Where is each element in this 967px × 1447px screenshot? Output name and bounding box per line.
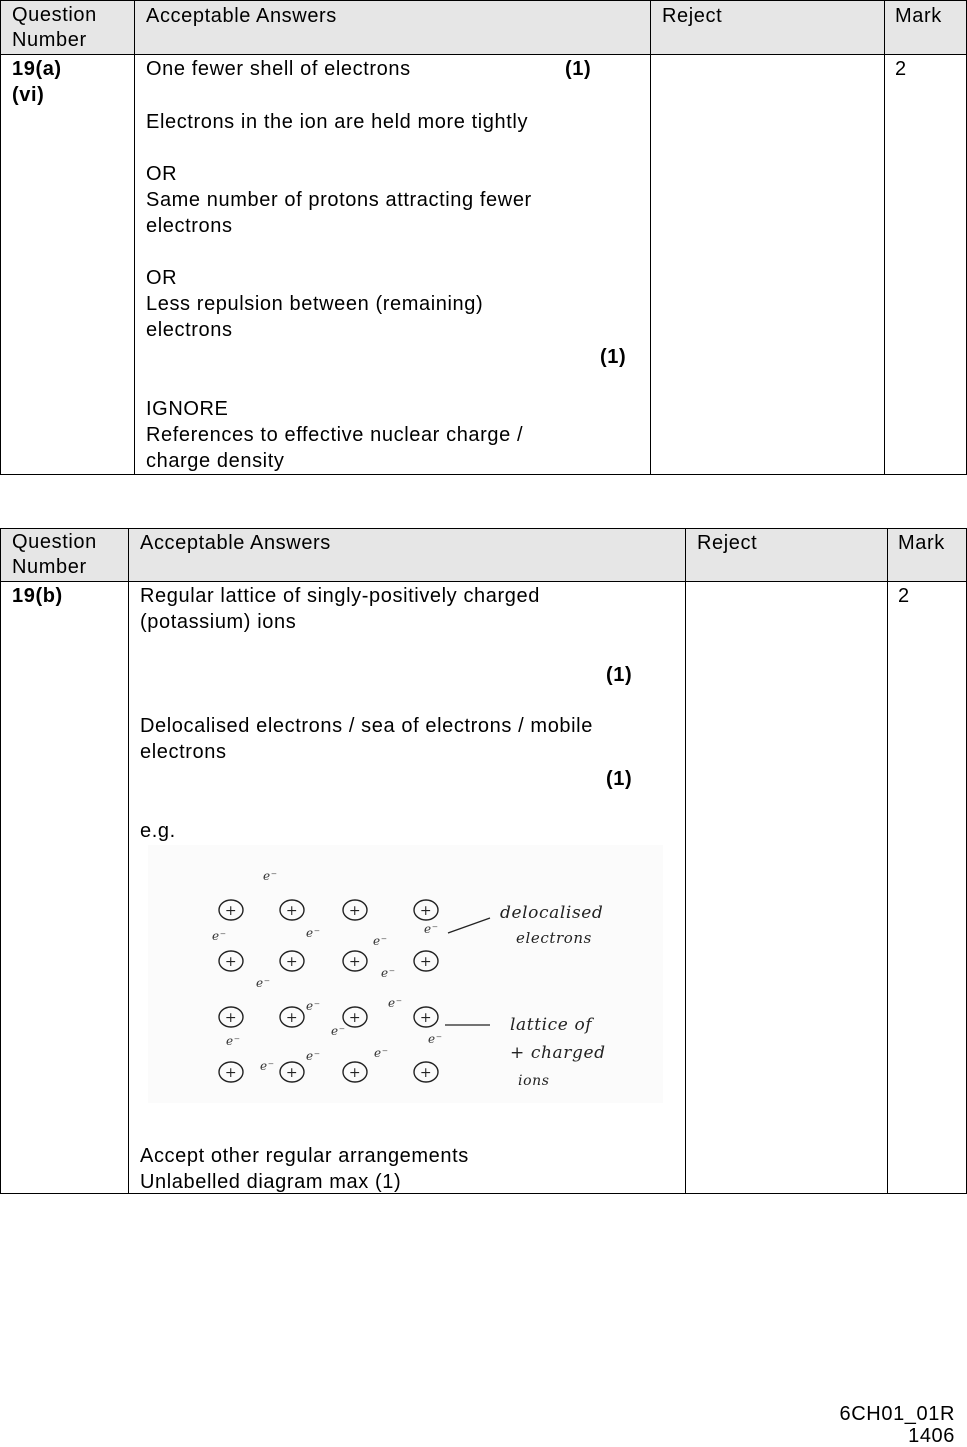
- divider: [128, 528, 129, 1194]
- electron: e⁻: [331, 1024, 346, 1038]
- mark-allocation: (1): [606, 768, 633, 790]
- answer-line: One fewer shell of electrons: [146, 58, 411, 80]
- electron: e⁻: [374, 1046, 389, 1060]
- electron: e⁻: [263, 869, 278, 883]
- divider: [134, 0, 135, 475]
- ion-charge-symbol: +: [224, 1010, 238, 1026]
- ion-charge-symbol: +: [285, 1065, 299, 1081]
- header-reject: Reject: [697, 532, 758, 554]
- ion-charge-symbol: +: [285, 1010, 299, 1026]
- electron: e⁻: [226, 1034, 241, 1048]
- or-label: OR: [146, 267, 178, 289]
- header-acceptable-answers: Acceptable Answers: [146, 5, 337, 27]
- paper-code: 6CH01_01R: [839, 1403, 955, 1425]
- electron: e⁻: [306, 1049, 321, 1063]
- ion-charge-symbol: +: [419, 1065, 433, 1081]
- ion-charge-symbol: +: [419, 903, 433, 919]
- header-reject: Reject: [662, 5, 723, 27]
- electron: e⁻: [212, 929, 227, 943]
- label-charged: + charged: [510, 1043, 606, 1063]
- mark-allocation: (1): [606, 664, 633, 686]
- answer-line: Unlabelled diagram max (1): [140, 1171, 402, 1193]
- header-acceptable-answers: Acceptable Answers: [140, 532, 331, 554]
- answer-line: Regular lattice of singly-positively charged: [140, 585, 540, 607]
- header-question-number: Question Number: [12, 531, 97, 578]
- label-lattice-of: lattice of: [510, 1015, 593, 1035]
- divider: [685, 528, 686, 1194]
- answer-line: electrons: [146, 319, 233, 341]
- question-subpart: (vi): [12, 84, 45, 106]
- electron: e⁻: [381, 966, 396, 980]
- divider: [650, 0, 651, 475]
- answer-line: Accept other regular arrangements: [140, 1145, 469, 1167]
- question-number: 19(b): [12, 585, 63, 607]
- question-number: 19(a): [12, 58, 62, 80]
- mark-value: 2: [895, 58, 907, 80]
- electron: e⁻: [373, 934, 388, 948]
- or-label: OR: [146, 163, 178, 185]
- electron: e⁻: [388, 996, 403, 1010]
- answer-line: electrons: [146, 215, 233, 237]
- divider: [0, 581, 967, 582]
- header-mark: Mark: [898, 532, 945, 554]
- answer-line: (potassium) ions: [140, 611, 297, 633]
- ion-charge-symbol: +: [348, 903, 362, 919]
- ion-charge-symbol: +: [348, 954, 362, 970]
- label-delocalised: delocalised: [500, 903, 604, 923]
- answer-line: Electrons in the ion are held more tightly: [146, 111, 529, 133]
- ion-charge-symbol: +: [419, 954, 433, 970]
- electron: e⁻: [428, 1032, 443, 1046]
- ion-charge-symbol: +: [419, 1010, 433, 1026]
- ion-charge-symbol: +: [348, 1065, 362, 1081]
- label-ions: ions: [518, 1073, 550, 1089]
- mark-value: 2: [898, 585, 910, 607]
- electron: e⁻: [306, 926, 321, 940]
- mark-allocation: (1): [565, 58, 592, 80]
- answer-line: Delocalised electrons / sea of electrons / mobile: [140, 715, 593, 737]
- electron: e⁻: [260, 1059, 275, 1073]
- divider: [887, 528, 888, 1194]
- ignore-label: IGNORE: [146, 398, 229, 420]
- header-mark: Mark: [895, 5, 942, 27]
- answer-line: Less repulsion between (remaining): [146, 293, 484, 315]
- mark-allocation: (1): [600, 346, 627, 368]
- label-electrons: electrons: [516, 929, 592, 947]
- divider: [0, 54, 967, 55]
- electron: e⁻: [256, 976, 271, 990]
- ion-charge-symbol: +: [224, 1065, 238, 1081]
- page-number: 1406: [908, 1425, 955, 1447]
- ion-charge-symbol: +: [285, 903, 299, 919]
- electron: e⁻: [424, 922, 439, 936]
- ion-charge-symbol: +: [224, 954, 238, 970]
- ion-charge-symbol: +: [224, 903, 238, 919]
- header-question-number: Question Number: [12, 4, 97, 51]
- ion-charge-symbol: +: [285, 954, 299, 970]
- answer-line: References to effective nuclear charge /: [146, 424, 524, 446]
- answer-line: charge density: [146, 450, 285, 472]
- divider: [884, 0, 885, 475]
- electron: e⁻: [306, 999, 321, 1013]
- answer-line: electrons: [140, 741, 227, 763]
- answer-line: Same number of protons attracting fewer: [146, 189, 532, 211]
- example-label: e.g.: [140, 820, 176, 842]
- ion-charge-symbol: +: [348, 1010, 362, 1026]
- metallic-lattice-diagram: [148, 845, 663, 1103]
